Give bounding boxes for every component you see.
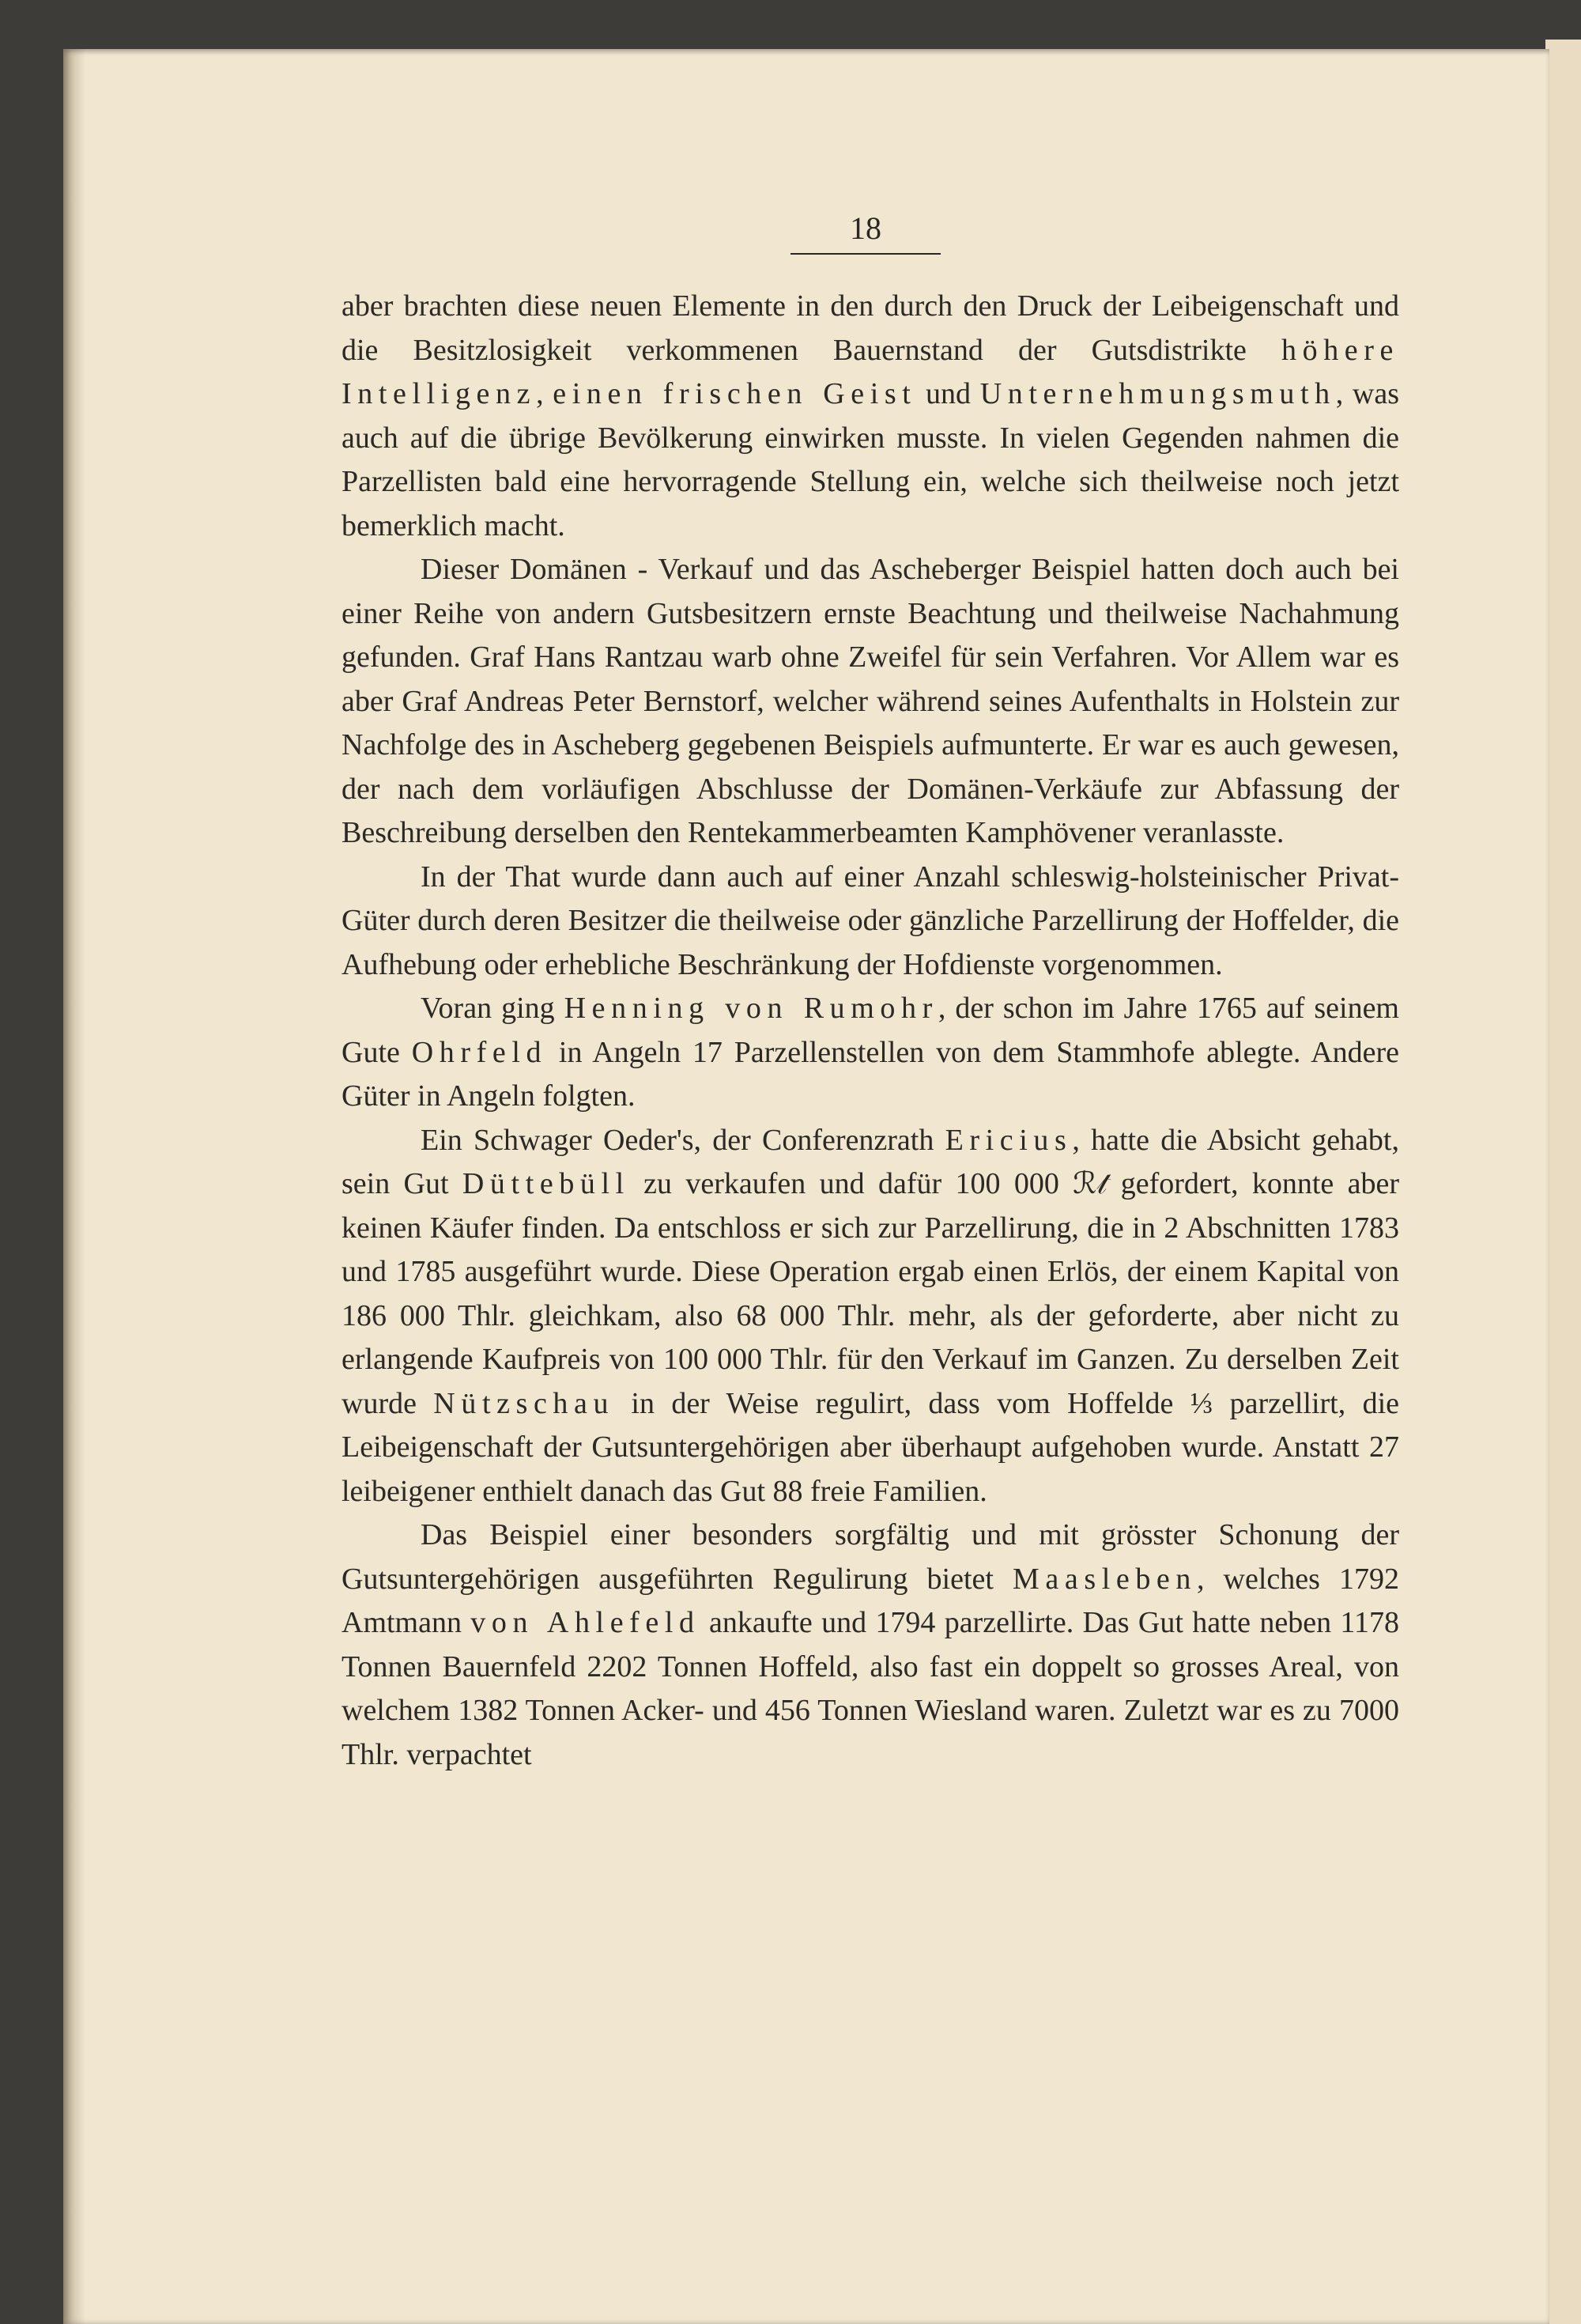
paragraph — [341, 987, 1399, 1119]
paragraph — [341, 285, 1399, 548]
spaced-term: Ericius — [945, 1123, 1073, 1157]
text-segment: , was auch auf die übrige Bevölkerung einwirken musste. In vielen Gegenden nahmen die Parzellisten bald eine hervorragende Stellung ein, welche sich theilweise noch jetzt bemerklich macht. — [341, 377, 1399, 542]
text-segment: In der That wurde dann auch auf einer Anzahl schleswig-holsteinischer Privat-Güter durch deren Besitzer die theilweise oder gänzliche Parzellirung der Hoffelder, die Aufhebung oder erhebliche Beschränkung der Hofdienste vorgenommen. — [341, 860, 1399, 981]
paragraph — [341, 1119, 1399, 1514]
text-segment: in der Weise regulirt, dass vom Hoffelde ⅓ parzellirt, die Leibeigenschaft der Gutsuntergehörigen aber überhaupt aufgehoben wurde. Anstatt 27 leibeigener enthielt danach das Gut 88 freie Familien. — [341, 1386, 1399, 1508]
paragraph — [341, 548, 1399, 856]
spaced-term: Maasleben — [1013, 1562, 1197, 1596]
page-number: 18 — [790, 210, 941, 255]
text-segment: und — [916, 377, 980, 410]
next-page-edge — [1545, 40, 1581, 2324]
spaced-term: höhere Intelligenz — [341, 333, 1399, 410]
text-body — [341, 285, 1399, 1777]
text-segment: , hatte die Absicht gehabt, sein Gut — [341, 1123, 1399, 1200]
text-segment: Voran ging — [421, 992, 564, 1025]
text-segment: , welches 1792 Amtmann — [341, 1562, 1400, 1639]
spaced-term: Unternehmungsmuth — [979, 377, 1336, 410]
text-segment: , — [536, 377, 553, 410]
spaced-term: von Ahlefeld — [470, 1606, 700, 1639]
text-segment: aber brachten diese neuen Elemente in den durch den Druck der Leibeigenschaft und die Besitzlosigkeit verkommenen Bauernstand der Gutsdistrikte — [341, 289, 1399, 367]
text-segment: in Angeln 17 Parzellenstellen von dem Stammhofe ablegte. Andere Güter in Angeln folgten. — [341, 1035, 1399, 1113]
text-segment: , der schon im Jahre 1765 auf seinem Gute — [341, 992, 1399, 1069]
spaced-term: einen frischen Geist — [553, 377, 917, 410]
spaced-term: Ohrfeld — [411, 1035, 548, 1069]
binding-shadow — [63, 49, 85, 2324]
paragraph — [341, 856, 1399, 988]
paragraph — [341, 1513, 1399, 1777]
spaced-term: Düttebüll — [462, 1167, 630, 1200]
text-segment: Ein Schwager Oeder's, der Conferenzrath — [421, 1123, 945, 1157]
text-segment: Dieser Domänen - Verkauf und das Ascheberger Beispiel hatten doch auch bei einer Reihe von andern Gutsbesitzern ernste Beachtung und theilweise Nachahmung gefunden. Graf Hans Rantzau warb ohne Zweifel für sein Verfahren. Vor Allem war es aber Graf Andreas Peter Bernstorf, welcher während seines Aufenthalts in Holstein zur Nachfolge des in Ascheberg gegebenen Beispiels aufmunterte. Er war es auch gewesen, der nach dem vorläufigen Abschlusse der Domänen-Verkäufe zur Abfassung der Beschreibung derselben den Rentekammerbeamten Kamphövener veranlasste. — [341, 553, 1399, 849]
text-segment: zu verkaufen und dafür 100 000 ℛ𝓉 gefordert, konnte aber keinen Käufer finden. Da entschloss er sich zur Parzellirung, die in 2 Abschnitten 1783 und 1785 ausgeführt wurde. Diese Operation ergab einen Erlös, der einem Kapital von 186 000 Thlr. gleichkam, also 68 000 Thlr. mehr, als der geforderte, aber nicht zu erlangende Kaufpreis von 100 000 Thlr. für den Verkauf im Ganzen. Zu derselben Zeit wurde — [341, 1167, 1399, 1420]
spaced-term: Henning von Rumohr — [564, 992, 938, 1025]
spaced-term: Nützschau — [433, 1386, 615, 1420]
text-segment: Das Beispiel einer besonders sorgfältig und mit grösster Schonung der Gutsuntergehörigen ausgeführten Regulirung bietet — [341, 1518, 1399, 1596]
text-segment: ankaufte und 1794 parzellirte. Das Gut hatte neben 1178 Tonnen Bauernfeld 2202 Tonnen Hoffeld, also fast ein doppelt so grosses Areal, von welchem 1382 Tonnen Acker- und 456 Tonnen Wiesland waren. Zuletzt war es zu 7000 Thlr. verpachtet — [341, 1606, 1399, 1771]
